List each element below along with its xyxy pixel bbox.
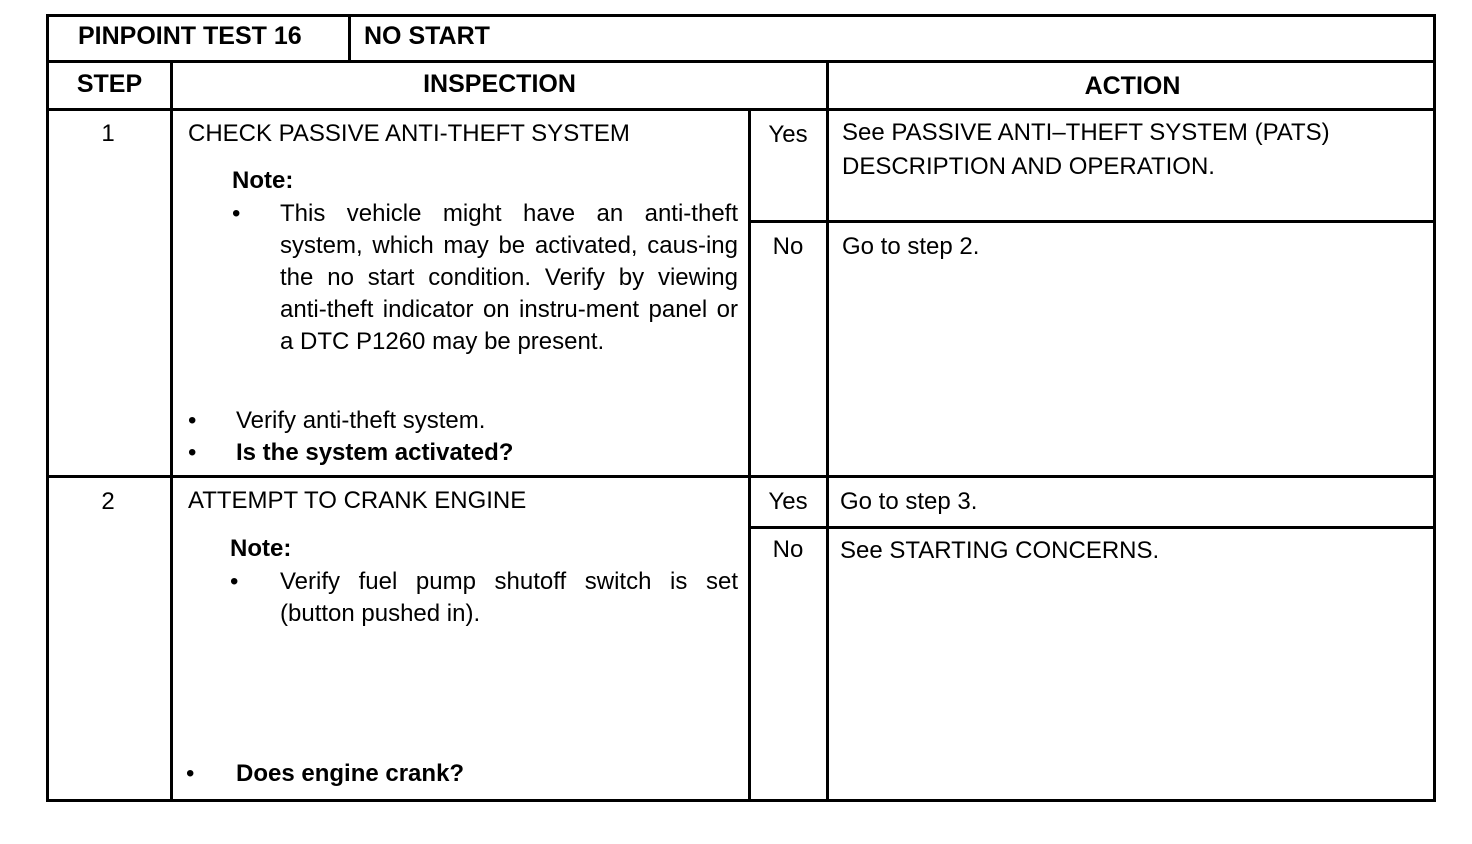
step-1-bullet-icon-2: • <box>188 439 197 466</box>
step-2-yes-label: Yes <box>768 488 808 515</box>
yes-no-column-divider <box>748 110 751 802</box>
test-label: PINPOINT TEST 16 <box>78 22 302 50</box>
step-2-note-text: Verify fuel pump shutoff switch is set (button pushed in). <box>280 568 738 627</box>
step-2-bullet-icon-1: • <box>186 760 195 787</box>
test-name: NO START <box>364 22 490 50</box>
step-1-heading: CHECK PASSIVE ANTI-THEFT SYSTEM <box>188 120 630 147</box>
step-2-number: 2 <box>101 488 115 515</box>
header-step: STEP <box>76 70 143 98</box>
step-1-no-action: Go to step 2. <box>842 233 980 260</box>
step-1-number: 1 <box>101 120 115 147</box>
step-2-heading: ATTEMPT TO CRANK ENGINE <box>188 487 527 514</box>
step-1-note-text: This vehicle might have an anti-theft system, which may be activated, caus-ing the no start condition. Verify by viewing anti-theft indicator on instru-ment panel or a DTC P1260 may be present. <box>280 200 738 355</box>
step-2-no-action: See STARTING CONCERNS. <box>840 537 1160 564</box>
title-divider <box>348 14 351 62</box>
step-1-yes-no-divider <box>748 220 1436 223</box>
step-2-bullet-1: Does engine crank? <box>236 760 465 787</box>
step-1-yes-label: Yes <box>768 121 808 148</box>
step-1-no-label: No <box>772 233 804 260</box>
step-1-bullet-1: Verify anti-theft system. <box>236 407 486 434</box>
pinpoint-test-table <box>46 14 1436 802</box>
inspection-action-divider <box>826 60 829 802</box>
title-row-bottom <box>46 60 1436 63</box>
header-row-bottom <box>46 108 1436 111</box>
step-1-yes-action: See PASSIVE ANTI–THEFT SYSTEM (PATS) DESCRIPTION AND OPERATION. <box>842 119 1330 180</box>
step-1-bullet-2: Is the system activated? <box>236 439 514 466</box>
header-action: ACTION <box>1084 72 1181 100</box>
step-1-note-bullet-icon: • <box>232 200 241 227</box>
step-1-note-label: Note: <box>232 167 294 194</box>
step-2-yes-action: Go to step 3. <box>840 488 978 515</box>
step-2-yes-no-divider <box>748 526 1436 529</box>
step-2-no-label: No <box>772 536 804 563</box>
header-inspection: INSPECTION <box>423 70 576 98</box>
step-2-note-bullet-icon: • <box>230 568 239 595</box>
step-1-bullet-icon-1: • <box>188 407 197 434</box>
step-1-row-bottom <box>46 475 1436 478</box>
step-2-note-label: Note: <box>230 535 292 562</box>
step-column-divider <box>170 60 173 802</box>
